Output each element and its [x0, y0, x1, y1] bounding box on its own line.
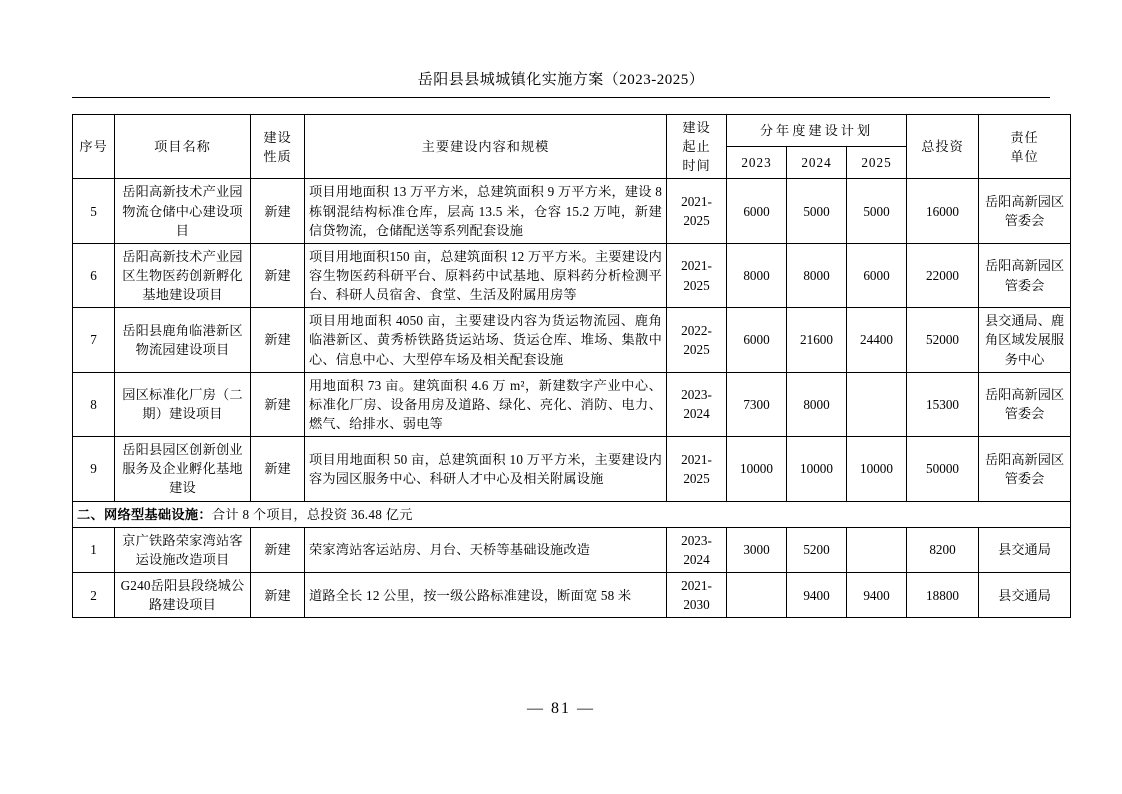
cell-type: 新建 [251, 437, 305, 501]
cell-time [667, 372, 727, 436]
cell-y2024: 9400 [787, 572, 847, 617]
cell-y2024: 10000 [787, 437, 847, 501]
cell-y2025 [847, 527, 907, 572]
cell-time-start: 2021- [681, 193, 712, 209]
cell-desc: 项目用地面积 4050 亩，主要建设内容为货运物流园、鹿角临港新区、黄秀桥铁路货运站场、货运仓库、堆场、集散中心、信息中心、大型停车场及相关配套设施 [305, 308, 667, 372]
section-title: 二、网络型基础设施： [77, 506, 212, 522]
cell-total: 16000 [907, 179, 979, 243]
cell-time-start: 2021- [681, 451, 712, 467]
cell-unit: 县交通局、鹿角区域发展服务中心 [979, 308, 1071, 372]
cell-name: 岳阳高新技术产业园区生物医药创新孵化基地建设项目 [115, 243, 251, 307]
cell-type: 新建 [251, 179, 305, 243]
section-subtitle: 合计 8 个项目，总投资 36.48 亿元 [211, 506, 413, 522]
cell-y2025 [847, 372, 907, 436]
cell-unit: 县交通局 [979, 572, 1071, 617]
cell-total: 50000 [907, 437, 979, 501]
th-unit: 责任 单位 [979, 115, 1071, 179]
cell-desc: 项目用地面积 50 亩，总建筑面积 10 万平方米，主要建设内容为园区服务中心、科研人才中心及相关附属设施 [305, 437, 667, 501]
cell-desc: 项目用地面积150 亩，总建筑面积 12 万平方米。主要建设内容生物医药科研平台、原料药中试基地、原料药分析检测平台、科研人员宿舍、食堂、生活及附属用房等 [305, 243, 667, 307]
cell-time-end: 2024 [683, 551, 710, 567]
cell-y2023: 7300 [727, 372, 787, 436]
cell-index: 8 [73, 372, 115, 436]
cell-total: 8200 [907, 527, 979, 572]
cell-name: 园区标准化厂房（二期）建设项目 [115, 372, 251, 436]
section-header-row [73, 501, 1071, 527]
cell-y2024: 8000 [787, 243, 847, 307]
cell-y2024: 21600 [787, 308, 847, 372]
cell-time-end: 2024 [683, 406, 710, 422]
cell-time-end: 2025 [683, 277, 710, 293]
th-total: 总投资 [907, 115, 979, 179]
cell-type: 新建 [251, 372, 305, 436]
cell-name: G240岳阳县段绕城公路建设项目 [115, 572, 251, 617]
cell-time-start: 2021- [681, 577, 712, 593]
cell-time-start: 2022- [681, 322, 712, 338]
cell-desc: 道路全长 12 公里，按一级公路标准建设，断面宽 58 米 [305, 572, 667, 617]
cell-name: 岳阳县园区创新创业服务及企业孵化基地建设 [115, 437, 251, 501]
cell-time [667, 243, 727, 307]
cell-type: 新建 [251, 243, 305, 307]
table-row [73, 179, 1071, 243]
cell-y2023 [727, 572, 787, 617]
cell-unit: 岳阳高新园区管委会 [979, 372, 1071, 436]
cell-time-end: 2025 [683, 341, 710, 357]
cell-time-end: 2025 [683, 213, 710, 229]
cell-time [667, 179, 727, 243]
cell-unit: 岳阳高新园区管委会 [979, 437, 1071, 501]
table-header-row-1 [73, 115, 1071, 147]
cell-total: 18800 [907, 572, 979, 617]
cell-time [667, 527, 727, 572]
cell-index: 5 [73, 179, 115, 243]
cell-unit: 岳阳高新园区管委会 [979, 243, 1071, 307]
cell-y2023: 10000 [727, 437, 787, 501]
cell-y2024: 8000 [787, 372, 847, 436]
th-year-2025: 2025 [847, 147, 907, 179]
cell-desc: 用地面积 73 亩。建筑面积 4.6 万 m²，新建数字产业中心、标准化厂房、设备用房及道路、绿化、亮化、消防、电力、燃气、给排水、弱电等 [305, 372, 667, 436]
project-table [72, 114, 1071, 618]
cell-name: 京广铁路荣家湾站客运设施改造项目 [115, 527, 251, 572]
cell-y2023: 3000 [727, 527, 787, 572]
cell-total: 15300 [907, 372, 979, 436]
th-type: 建设 性质 [251, 115, 305, 179]
cell-unit: 岳阳高新园区管委会 [979, 179, 1071, 243]
cell-time-start: 2023- [681, 387, 712, 403]
cell-y2025: 24400 [847, 308, 907, 372]
cell-index: 1 [73, 527, 115, 572]
cell-y2025: 10000 [847, 437, 907, 501]
cell-y2025: 6000 [847, 243, 907, 307]
cell-time-end: 2030 [683, 597, 710, 613]
table-row [73, 527, 1071, 572]
cell-time-start: 2023- [681, 532, 712, 548]
cell-time-end: 2025 [683, 470, 710, 486]
cell-type: 新建 [251, 308, 305, 372]
cell-index: 2 [73, 572, 115, 617]
page-number: — 81 — [527, 700, 595, 717]
cell-y2024: 5200 [787, 527, 847, 572]
cell-y2025: 9400 [847, 572, 907, 617]
cell-y2025: 5000 [847, 179, 907, 243]
cell-time [667, 437, 727, 501]
cell-total: 22000 [907, 243, 979, 307]
cell-time-start: 2021- [681, 258, 712, 274]
cell-type: 新建 [251, 572, 305, 617]
table-row [73, 572, 1071, 617]
cell-name: 岳阳县鹿角临港新区物流园建设项目 [115, 308, 251, 372]
cell-index: 7 [73, 308, 115, 372]
cell-index: 9 [73, 437, 115, 501]
page-header-title: 岳阳县县城城镇化实施方案（2023-2025） [417, 72, 705, 88]
th-index: 序号 [73, 115, 115, 179]
cell-y2023: 8000 [727, 243, 787, 307]
cell-time [667, 308, 727, 372]
cell-total: 52000 [907, 308, 979, 372]
header-divider [72, 97, 1050, 98]
cell-desc: 项目用地面积 13 万平方米，总建筑面积 9 万平方米，建设 8 栋钢混结构标准仓库，层高 13.5 米，仓容 15.2 万吨，新建信贷物流，仓储配送等系列配套设施 [305, 179, 667, 243]
table-row [73, 243, 1071, 307]
project-table-container [72, 114, 1065, 618]
th-desc: 主要建设内容和规模 [305, 115, 667, 179]
th-time: 建设 起止 时间 [667, 115, 727, 179]
cell-type: 新建 [251, 527, 305, 572]
th-name: 项目名称 [115, 115, 251, 179]
table-row [73, 372, 1071, 436]
th-year-2024: 2024 [787, 147, 847, 179]
table-row [73, 437, 1071, 501]
th-plan-group: 分年度建设计划 [727, 115, 907, 147]
cell-y2023: 6000 [727, 308, 787, 372]
th-year-2023: 2023 [727, 147, 787, 179]
cell-y2024: 5000 [787, 179, 847, 243]
cell-index: 6 [73, 243, 115, 307]
table-row [73, 308, 1071, 372]
cell-time [667, 572, 727, 617]
section-header-cell [73, 501, 1071, 527]
cell-unit: 县交通局 [979, 527, 1071, 572]
cell-y2023: 6000 [727, 179, 787, 243]
cell-name: 岳阳高新技术产业园物流仓储中心建设项目 [115, 179, 251, 243]
cell-desc: 荣家湾站客运站房、月台、天桥等基础设施改造 [305, 527, 667, 572]
